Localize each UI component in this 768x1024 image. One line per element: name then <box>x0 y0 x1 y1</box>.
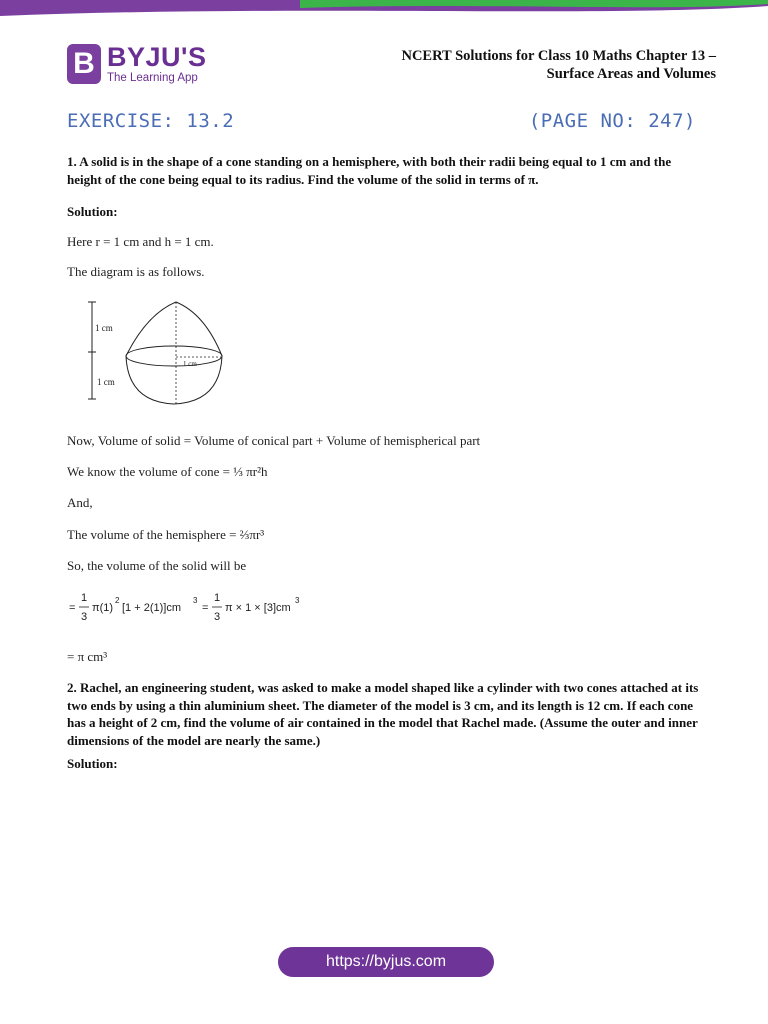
label-radius: 1 cm <box>183 360 197 368</box>
and-text: And, <box>67 495 93 510</box>
given-values: Here r = 1 cm and h = 1 cm. <box>67 234 214 249</box>
formula-equals-2: = <box>202 602 209 614</box>
formula-frac2-num: 1 <box>214 592 221 604</box>
question-2-text: 2. Rachel, an engineering student, was asked to make a model shaped like a cylinder with two cones attached at its two ends by using a thin aluminium sheet. The diameter of the model is 3 cm, and its length is 12 cm. If each cone has a height of 2 cm, find the volume of air contained in the model that Rachel made. (Assume the outer and inner dimensions of the model are nearly the same.) <box>67 680 699 748</box>
website-link[interactable]: https://byjus.com <box>278 947 494 977</box>
cone-hemisphere-diagram <box>85 296 230 408</box>
final-answer: = π cm³ <box>67 649 108 664</box>
title-line-1: NCERT Solutions for Class 10 Maths Chapter 13 – <box>401 48 716 64</box>
logo-tagline: The Learning App <box>107 72 198 84</box>
formula-frac1-num: 1 <box>81 592 88 604</box>
document-title <box>401 47 716 83</box>
diagram-intro: The diagram is as follows. <box>67 264 205 279</box>
solution-1-label: Solution: <box>67 204 118 219</box>
byjus-logo <box>67 42 227 88</box>
formula-part-3: [1 + 2(1)]cm <box>122 602 181 614</box>
logo-name: BYJU'S <box>107 42 207 72</box>
logo-mark: B <box>67 44 101 84</box>
cone-volume-formula: We know the volume of cone = ⅓ πr²h <box>67 464 268 479</box>
volume-calculation-formula <box>67 590 307 624</box>
formula-part-2: π(1) <box>92 602 114 614</box>
formula-part-5: π × 1 × [3]cm <box>225 602 291 614</box>
solution-2-label: Solution: <box>67 756 118 771</box>
top-banner <box>0 0 768 20</box>
label-cone-height: 1 cm <box>95 323 113 333</box>
formula-frac2-den: 3 <box>214 611 221 623</box>
label-hemisphere-radius: 1 cm <box>97 377 115 387</box>
hemisphere-volume-formula: The volume of the hemisphere = ⅔πr³ <box>67 527 265 542</box>
formula-exponent-3: 3 <box>295 596 300 605</box>
page-number-heading: (PAGE NO: 247) <box>528 110 696 132</box>
volume-statement: Now, Volume of solid = Volume of conical part + Volume of hemispherical part <box>67 433 481 448</box>
title-line-2: Surface Areas and Volumes <box>546 66 716 82</box>
formula-exponent-1: 2 <box>115 596 120 605</box>
formula-equals-1: = <box>69 602 76 614</box>
formula-frac1-den: 3 <box>81 611 88 623</box>
exercise-heading: EXERCISE: 13.2 <box>67 110 235 132</box>
solid-volume-intro: So, the volume of the solid will be <box>67 558 247 573</box>
formula-exponent-2: 3 <box>193 596 198 605</box>
question-1-text: 1. A solid is in the shape of a cone standing on a hemisphere, with both their radii being equal to 1 cm and the height of the cone being equal to its radius. Find the volume of the solid in terms of π. <box>67 154 672 187</box>
